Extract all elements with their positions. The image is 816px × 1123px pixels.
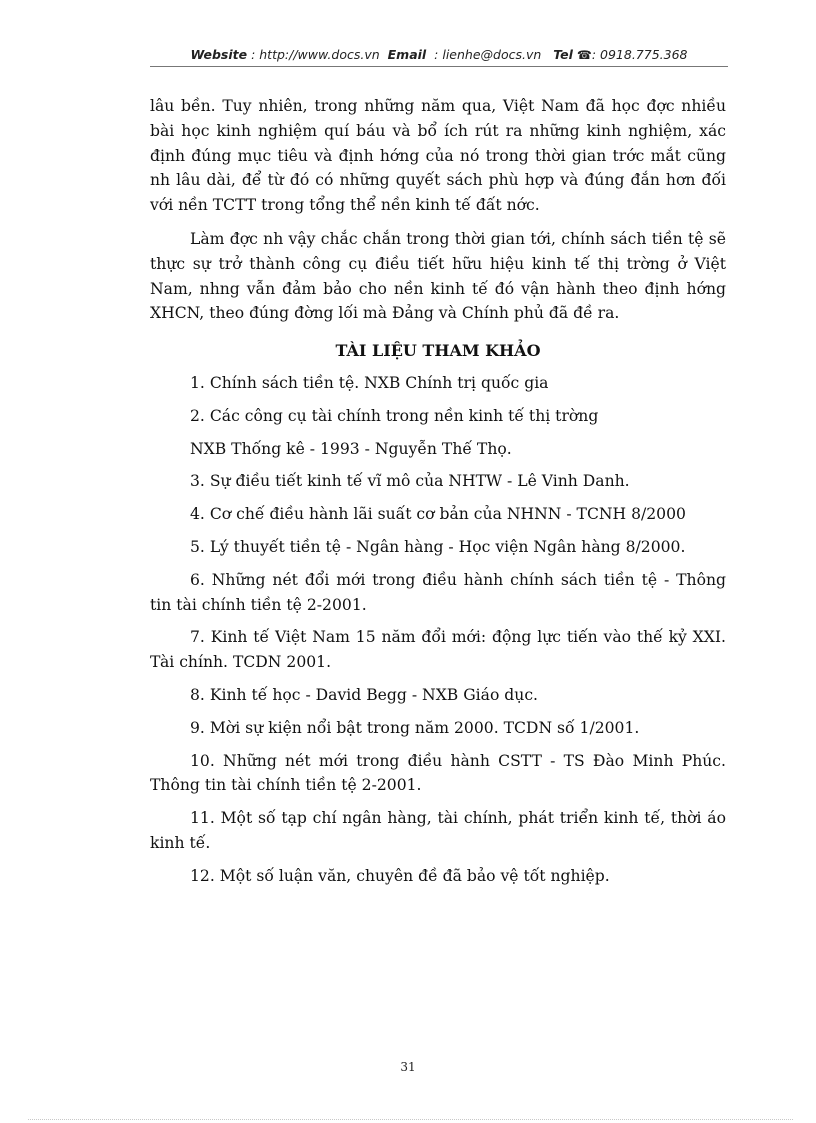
reference-item: 9. Mời sự kiện nổi bật trong năm 2000. TCDN số 1/2001. [190,718,640,737]
page-header [150,47,728,62]
reference-item: NXB Thống kê - 1993 - Nguyễn Thế Thọ. [190,439,512,458]
tel-value: : 0918.775.368 [591,47,688,62]
reference-item: 7. Kinh tế Việt Nam 15 năm đổi mới: động lực tiến vào thế kỷ XXI. Tài chính. TCDN 2001. [150,628,726,672]
reference-item: 5. Lý thuyết tiền tệ - Ngân hàng - Học viện Ngân hàng 8/2000. [190,537,686,556]
bottom-border [28,1119,793,1120]
document-body [150,94,726,897]
body-paragraph-2: Làm đợc nh vậy chắc chắn trong thời gian tới, chính sách tiền tệ sẽ thực sự trở thành công cụ điều tiết hữu hiệu kinh tế thị trờng ở Việt Nam, nhng vẫn đảm bảo cho nền kinh tế đó vận hành theo định hớng XHCN, theo đúng đờng lối mà Đảng và Chính phủ đã đề ra. [150,229,726,323]
reference-item: 4. Cơ chế điều hành lãi suất cơ bản của NHNN - TCNH 8/2000 [190,505,686,524]
reference-item: 11. Một số tạp chí ngân hàng, tài chính, phát triển kinh tế, thời áo kinh tế. [150,809,726,852]
phone-icon: ☎ [576,48,592,62]
email-label: Email [387,47,427,62]
reference-item: 3. Sự điều tiết kinh tế vĩ mô của NHTW - Lê Vinh Danh. [190,472,630,491]
website-label: Website [190,47,248,62]
header-divider [150,66,728,67]
reference-item: 2. Các công cụ tài chính trong nền kinh tế thị trờng [190,406,599,425]
email-value: : lienhe@docs.vn [434,47,542,62]
references-title: TÀI LIỆU THAM KHẢO [335,341,541,361]
reference-item: 8. Kinh tế học - David Begg - NXB Giáo dục. [190,685,539,704]
reference-item: 10. Những nét mới trong điều hành CSTT - TS Đào Minh Phúc. Thông tin tài chính tiền tệ 2-2001. [150,751,726,795]
reference-item: 6. Những nét đổi mới trong điều hành chính sách tiền tệ - Thông tin tài chính tiền tệ 2-2001. [150,570,726,614]
body-paragraph-1: lâu bền. Tuy nhiên, trong những năm qua, Việt Nam đã học đợc nhiều bài học kinh nghiệm quí báu và bổ ích rút ra những kinh nghiệm, xác định đúng mục tiêu và định hớng của nó trong thời gian trớc mắt cũng nh lâu dài, để từ đó có những quyết sách phù hợp và đúng đắn hơn đối với nền TCTT trong tổng thể nền kinh tế đất nớc. [150,97,726,215]
reference-item: 1. Chính sách tiền tệ. NXB Chính trị quốc gia [190,373,549,392]
reference-item: 12. Một số luận văn, chuyên đề đã bảo vệ tốt nghiệp. [190,866,610,885]
page-number: 31 [400,1060,416,1074]
website-value: : http://www.docs.vn [251,47,380,62]
tel-label: Tel [553,47,573,62]
